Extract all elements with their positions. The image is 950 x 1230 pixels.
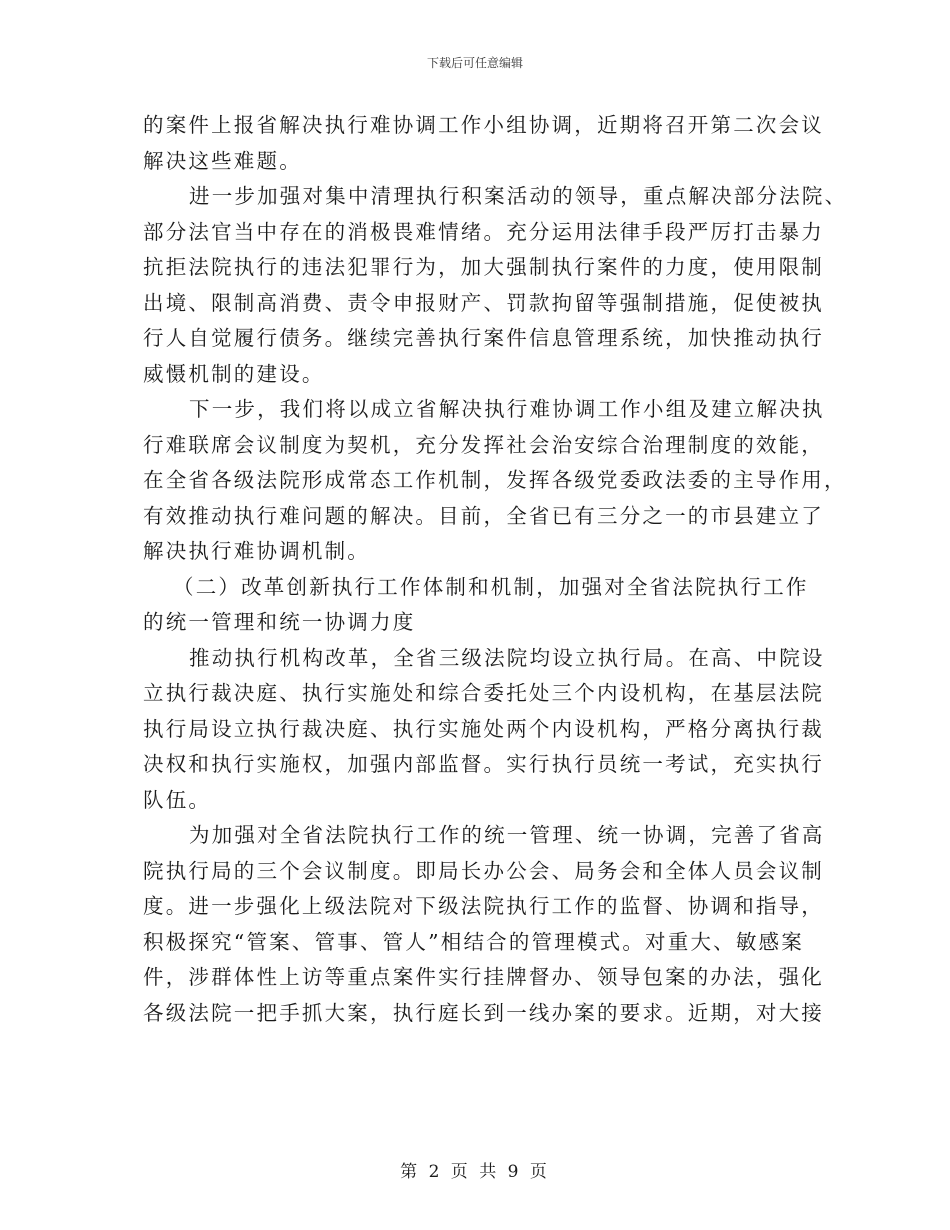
page-header: 下载后可任意编辑 — [426, 56, 523, 70]
text-line: 队伍。 — [143, 787, 212, 812]
text-line: 部分法官当中存在的消极畏难情绪。充分运用法律手段严厉打击暴力 — [143, 219, 824, 244]
paragraph — [143, 641, 825, 819]
text-line: 的案件上报省解决执行难协调工作小组协调，近期将召开第二次会议 — [143, 113, 824, 137]
text-line: 行人自觉履行债务。继续完善执行案件信息管理系统，加快推动执行 — [143, 326, 824, 350]
text-line: 有效推动执行难问题的解决。目前，全省已有三分之一的市县建立了 — [143, 503, 824, 528]
text-line: 各级法院一把手抓大案，执行庭长到一线办案的要求。近期，对大接 — [143, 1000, 824, 1025]
paragraph — [143, 818, 825, 1031]
text-line: 抗拒法院执行的违法犯罪行为，加大强制执行案件的力度，使用限制 — [143, 255, 824, 279]
text-line: 威慑机制的建设。 — [143, 361, 325, 386]
text-line: 行难联席会议制度为契机，充分发挥社会治安综合治理制度的效能， — [143, 432, 824, 457]
page-number: 第 2 页 共 9 页 — [400, 1162, 550, 1182]
text-line: 解决这些难题。 — [143, 148, 302, 173]
section-heading — [143, 570, 813, 641]
text-line: 推动执行机构改革，全省三级法院均设立执行局。在高、中院设 — [189, 645, 825, 670]
paragraph — [143, 179, 848, 392]
text-line: 出境、限制高消费、责令申报财产、罚款拘留等强制措施，促使被执 — [143, 290, 824, 315]
text-line: 度。进一步强化上级法院对下级法院执行工作的监督、协调和指导， — [143, 894, 824, 918]
text-line: 院执行局的三个会议制度。即局长办公会、局务会和全体人员会议制 — [143, 858, 824, 883]
document-body — [143, 108, 848, 1031]
text-line: 下一步，我们将以成立省解决执行难协调工作小组及建立解决执 — [189, 397, 825, 421]
text-line: 进一步加强对集中清理执行积案活动的领导，重点解决部分法院、 — [189, 184, 848, 208]
paragraph — [143, 108, 824, 179]
text-line: 的统一管理和统一协调力度 — [143, 610, 416, 634]
text-line: 件，涉群体性上访等重点案件实行挂牌督办、领导包案的办法，强化 — [143, 965, 824, 989]
text-line: 决权和执行实施权，加强内部监督。实行执行员统一考试，充实执行 — [143, 752, 824, 776]
text-line: （二）改革创新执行工作体制和机制，加强对全省法院执行工作 — [173, 574, 809, 599]
paragraph — [143, 392, 847, 570]
text-line: 积极探究“管案、管事、管人”相结合的管理模式。对重大、敏感案 — [143, 929, 804, 954]
text-line: 执行局设立执行裁决庭、执行实施处两个内设机构，严格分离执行裁 — [143, 716, 824, 741]
text-line: 在全省各级法院形成常态工作机制，发挥各级党委政法委的主导作用， — [143, 468, 847, 492]
text-line: 为加强对全省法院执行工作的统一管理、统一协调，完善了省高 — [189, 823, 825, 847]
text-line: 立执行裁决庭、执行实施处和综合委托处三个内设机构，在基层法院 — [143, 681, 824, 705]
text-line: 解决执行难协调机制。 — [143, 539, 370, 563]
